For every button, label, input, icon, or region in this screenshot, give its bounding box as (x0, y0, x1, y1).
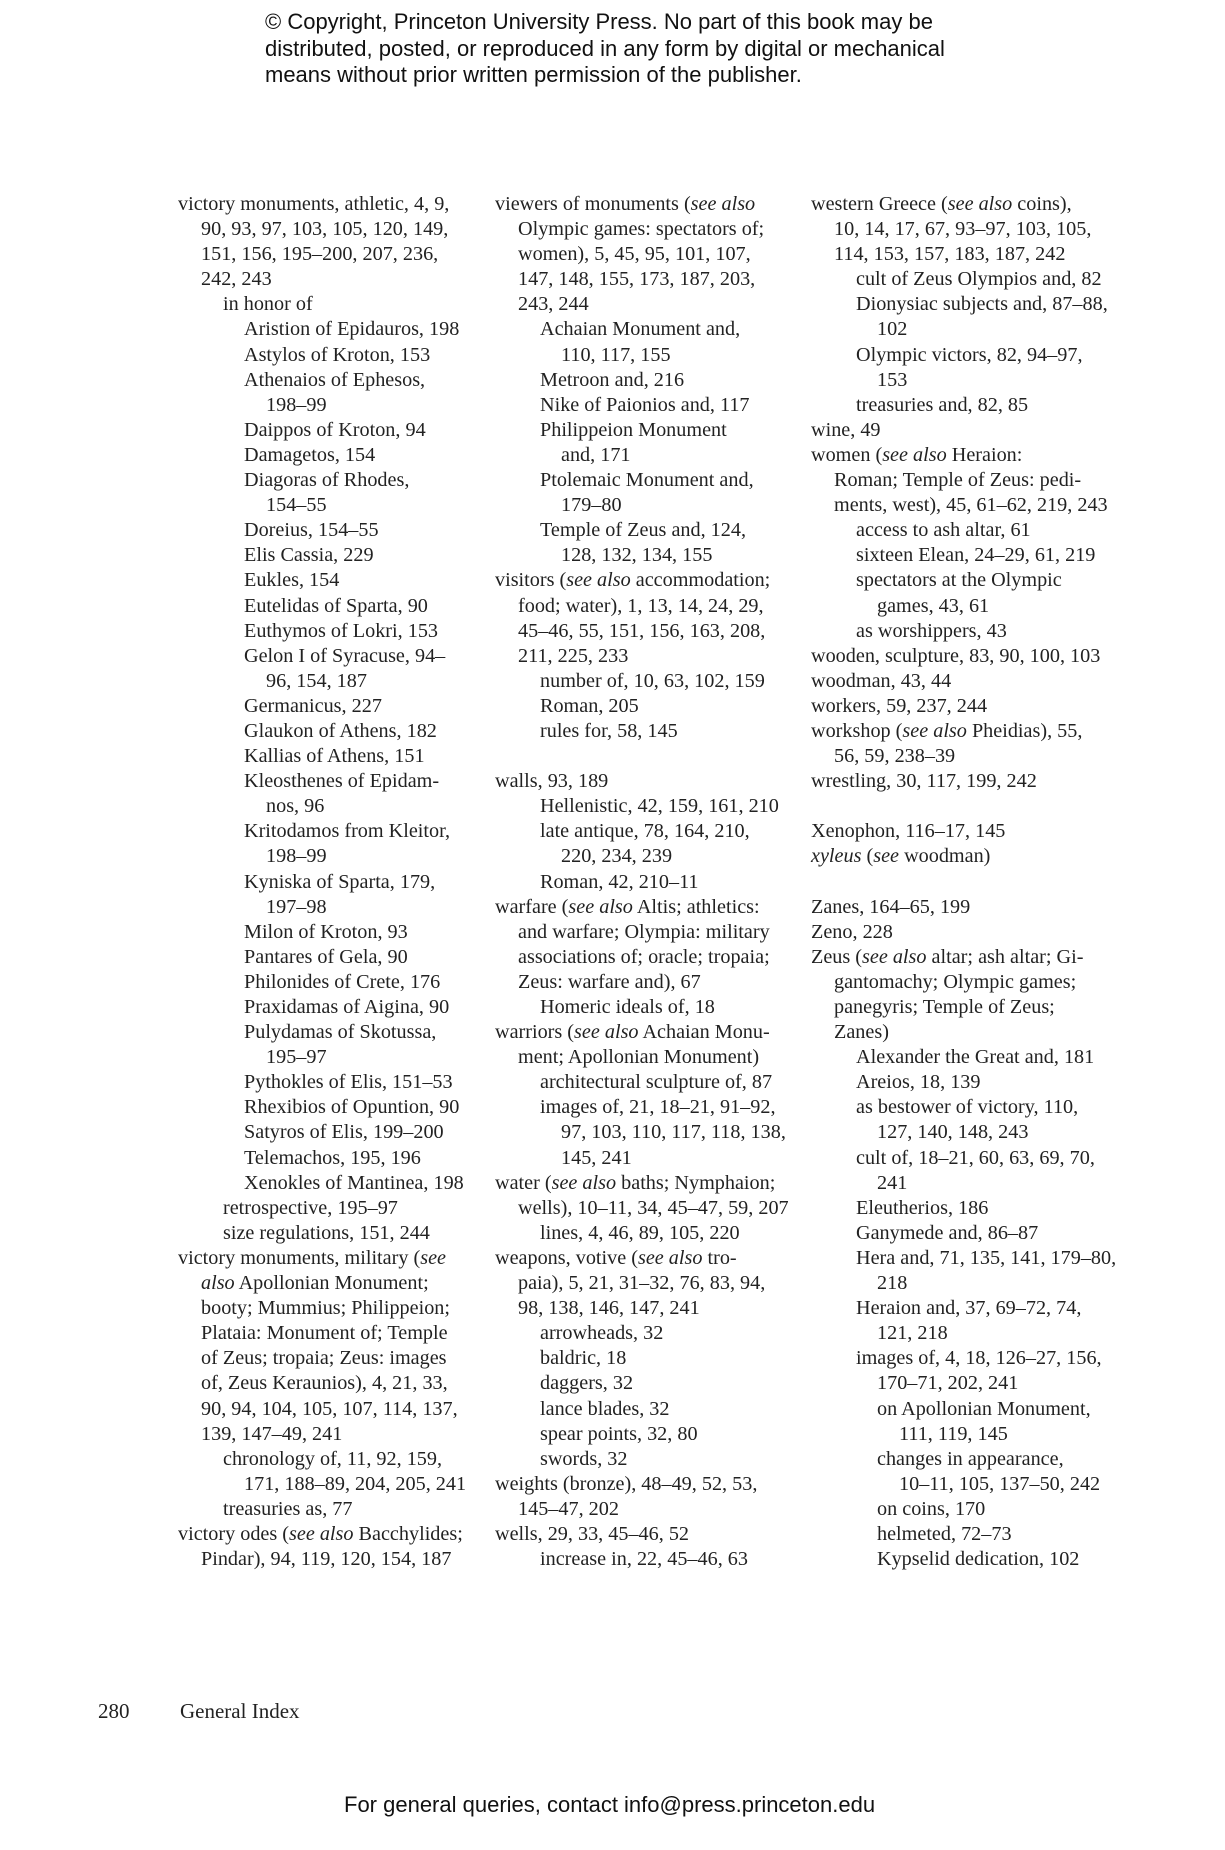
index-line: lance blades, 32 (540, 1397, 670, 1420)
index-line: late antique, 78, 164, 210, (540, 820, 750, 843)
index-line: 114, 153, 157, 183, 187, 242 (834, 243, 1066, 266)
index-line: Astylos of Kroton, 153 (244, 343, 431, 366)
index-line: helmeted, 72–73 (877, 1522, 1012, 1545)
index-line: 154–55 (266, 494, 327, 517)
index-line: as worshippers, 43 (856, 619, 1007, 642)
index-line: images of, 4, 18, 126–27, 156, (856, 1347, 1102, 1370)
index-line: Telemachos, 195, 196 (244, 1146, 421, 1169)
index-line: Temple of Zeus and, 124, (540, 519, 747, 542)
index-line: Praxidamas of Aigina, 90 (244, 996, 450, 1018)
index-line: warfare (see also Altis; athletics: (495, 895, 760, 918)
copyright-line: © Copyright, Princeton University Press. No part of this book may be (265, 9, 933, 34)
index-line: 218 (877, 1272, 908, 1295)
index-line: 121, 218 (877, 1322, 948, 1345)
page-number: 280 (98, 1699, 130, 1723)
index-line: 198–99 (266, 393, 327, 416)
index-line: 153 (877, 368, 908, 391)
index-line: and, 171 (561, 443, 631, 466)
index-line: 97, 103, 110, 117, 118, 138, (561, 1121, 786, 1144)
index-line: 243, 244 (518, 293, 589, 316)
index-line: 45–46, 55, 151, 156, 163, 208, (518, 619, 766, 642)
index-line: 241 (877, 1171, 908, 1194)
index-line: wells, 29, 33, 45–46, 52 (495, 1522, 690, 1545)
index-line: changes in appearance, (877, 1447, 1064, 1470)
index-line: 197–98 (266, 895, 327, 918)
index-line: treasuries as, 77 (223, 1497, 353, 1520)
index-line: Zeus (see also altar; ash altar; Gi- (811, 945, 1084, 968)
index-line: Roman, 205 (540, 694, 639, 717)
index-line: 10–11, 105, 137–50, 242 (899, 1472, 1101, 1495)
index-line: Gelon I of Syracuse, 94– (244, 644, 446, 667)
index-line: panegyris; Temple of Zeus; (834, 996, 1055, 1018)
index-line: 139, 147–49, 241 (201, 1422, 343, 1445)
contact-footer: For general queries, contact info@press.princeton.edu (344, 1792, 876, 1817)
index-line: Pantares of Gela, 90 (244, 945, 408, 968)
index-gap (811, 794, 1141, 819)
index-line: Alexander the Great and, 181 (856, 1046, 1095, 1069)
index-column-left (178, 192, 478, 1572)
index-line: Zeno, 228 (811, 920, 893, 943)
index-line: Damagetos, 154 (244, 443, 376, 466)
index-line: weights (bronze), 48–49, 52, 53, (495, 1472, 758, 1495)
index-line: ments, west), 45, 61–62, 219, 243 (834, 494, 1108, 517)
index-line: 10, 14, 17, 67, 93–97, 103, 105, (834, 218, 1092, 241)
index-line: Hellenistic, 42, 159, 161, 210 (540, 795, 779, 818)
index-line: 242, 243 (201, 268, 272, 291)
index-line: size regulations, 151, 244 (223, 1221, 430, 1244)
index-line: number of, 10, 63, 102, 159 (540, 669, 765, 692)
index-line: workers, 59, 237, 244 (811, 694, 988, 717)
index-line: 56, 59, 238–39 (834, 745, 956, 768)
index-line: booty; Mummius; Philippeion; (201, 1297, 451, 1320)
index-line: viewers of monuments (see also (495, 193, 756, 215)
index-line: Kypselid dedication, 102 (877, 1548, 1080, 1571)
index-line: 171, 188–89, 204, 205, 241 (244, 1472, 467, 1495)
index-line: Ganymede and, 86–87 (856, 1221, 1039, 1244)
index-line: women (see also Heraion: (811, 443, 1023, 466)
index-line: Plataia: Monument of; Temple (201, 1322, 448, 1345)
index-line: Nike of Paionios and, 117 (540, 393, 750, 416)
index-line: weapons, votive (see also tro- (495, 1246, 737, 1269)
index-line: wooden, sculpture, 83, 90, 100, 103 (811, 644, 1101, 667)
copyright-line: distributed, posted, or reproduced in any form by digital or mechanical (265, 35, 945, 61)
index-line: cult of Zeus Olympios and, 82 (856, 268, 1102, 291)
running-footer-title: General Index (180, 1699, 300, 1723)
index-line: in honor of (223, 293, 313, 316)
index-line: xyleus (see woodman) (811, 845, 991, 868)
index-line: 195–97 (266, 1046, 327, 1069)
index-line: arrowheads, 32 (540, 1322, 664, 1345)
index-line: Zeus: warfare and), 67 (518, 970, 701, 993)
index-line: of, Zeus Keraunios), 4, 21, 33, (201, 1372, 448, 1395)
index-line: Ptolemaic Monument and, (540, 469, 754, 492)
index-line: Euthymos of Lokri, 153 (244, 619, 439, 642)
index-line: daggers, 32 (540, 1372, 634, 1395)
index-line: victory monuments, athletic, 4, 9, (178, 193, 450, 215)
index-line: walls, 93, 189 (495, 770, 609, 793)
index-line: Hera and, 71, 135, 141, 179–80, (856, 1246, 1117, 1269)
index-line: Rhexibios of Opuntion, 90 (244, 1096, 460, 1119)
index-line: 151, 156, 195–200, 207, 236, (201, 243, 439, 266)
index-line: Kyniska of Sparta, 179, (244, 870, 436, 893)
index-line: also Apollonian Monument; (201, 1272, 429, 1295)
index-line: on Apollonian Monument, (877, 1397, 1091, 1420)
index-line: 98, 138, 146, 147, 241 (518, 1297, 700, 1320)
index-line: 111, 119, 145 (899, 1422, 1008, 1445)
index-line: food; water), 1, 13, 14, 24, 29, (518, 594, 764, 617)
index-line: Pindar), 94, 119, 120, 154, 187 (201, 1548, 452, 1571)
index-line: 145–47, 202 (518, 1497, 619, 1520)
index-line: Germanicus, 227 (244, 694, 382, 717)
index-line: 179–80 (561, 494, 622, 517)
index-line: warriors (see also Achaian Monu- (495, 1021, 770, 1044)
index-line: Diagoras of Rhodes, (244, 469, 410, 492)
index-line: victory monuments, military (see (178, 1246, 446, 1269)
index-line: associations of; oracle; tropaia; (518, 945, 770, 968)
index-line: paia), 5, 21, 31–32, 76, 83, 94, (518, 1272, 766, 1295)
index-line: 127, 140, 148, 243 (877, 1121, 1029, 1144)
index-line: Satyros of Elis, 199–200 (244, 1121, 444, 1144)
index-line: cult of, 18–21, 60, 63, 69, 70, (856, 1146, 1095, 1169)
index-line: chronology of, 11, 92, 159, (223, 1447, 443, 1470)
index-line: Roman; Temple of Zeus: pedi- (834, 469, 1082, 492)
index-line: sixteen Elean, 24–29, 61, 219 (856, 544, 1096, 567)
index-line: 90, 94, 104, 105, 107, 114, 137, (201, 1397, 458, 1420)
index-line: Xenokles of Mantinea, 198 (244, 1171, 464, 1194)
index-gap (495, 744, 805, 769)
index-line: Doreius, 154–55 (244, 519, 379, 542)
index-line: woodman, 43, 44 (811, 669, 952, 692)
index-line: 96, 154, 187 (266, 669, 367, 692)
index-line: 211, 225, 233 (518, 644, 629, 667)
index-line: Heraion and, 37, 69–72, 74, (856, 1297, 1082, 1320)
index-line: images of, 21, 18–21, 91–92, (540, 1096, 776, 1119)
index-column-middle (495, 192, 805, 1572)
index-line: 198–99 (266, 845, 327, 868)
index-line: wine, 49 (811, 418, 881, 441)
index-line: western Greece (see also coins), (811, 193, 1072, 215)
index-line: spear points, 32, 80 (540, 1422, 698, 1445)
index-line: Aristion of Epidauros, 198 (244, 318, 460, 341)
index-line: 110, 117, 155 (561, 343, 671, 366)
index-line: workshop (see also Pheidias), 55, (811, 719, 1083, 742)
index-line: Philonides of Crete, 176 (244, 970, 441, 993)
index-line: ment; Apollonian Monument) (518, 1046, 760, 1069)
index-line: Elis Cassia, 229 (244, 544, 374, 567)
index-line: 102 (877, 318, 908, 341)
index-line: Pulydamas of Skotussa, (244, 1021, 437, 1044)
index-line: Kallias of Athens, 151 (244, 745, 425, 768)
index-line: Eukles, 154 (244, 569, 340, 592)
index-line: nos, 96 (266, 795, 325, 818)
index-line: Olympic games: spectators of; (518, 218, 765, 241)
index-line: Pythokles of Elis, 151–53 (244, 1071, 453, 1094)
index-line: on coins, 170 (877, 1497, 986, 1520)
index-line: Zanes, 164–65, 199 (811, 895, 971, 918)
index-line: 170–71, 202, 241 (877, 1372, 1019, 1395)
index-line: Homeric ideals of, 18 (540, 996, 715, 1018)
index-line: Kleosthenes of Epidam- (244, 770, 440, 793)
index-line: 145, 241 (561, 1146, 632, 1169)
index-line: baldric, 18 (540, 1347, 627, 1370)
index-line: 90, 93, 97, 103, 105, 120, 149, (201, 218, 449, 241)
index-column-right (811, 192, 1141, 1572)
index-line: retrospective, 195–97 (223, 1196, 398, 1219)
index-line: 220, 234, 239 (561, 845, 673, 868)
index-line: Roman, 42, 210–11 (540, 870, 699, 893)
index-line: victory odes (see also Bacchylides; (178, 1522, 463, 1545)
index-line: Eutelidas of Sparta, 90 (244, 594, 428, 617)
index-line: Milon of Kroton, 93 (244, 920, 408, 943)
index-line: access to ash altar, 61 (856, 519, 1031, 542)
index-line: wrestling, 30, 117, 199, 242 (811, 770, 1037, 793)
index-line: increase in, 22, 45–46, 63 (540, 1548, 748, 1571)
index-line: Daippos of Kroton, 94 (244, 418, 426, 441)
index-line: wells), 10–11, 34, 45–47, 59, 207 (518, 1196, 789, 1219)
index-line: spectators at the Olympic (856, 569, 1062, 592)
copyright-line: means without prior written permission of the publisher. (265, 62, 802, 87)
index-line: Zanes) (834, 1021, 889, 1044)
index-line: rules for, 58, 145 (540, 719, 678, 742)
index-line: 128, 132, 134, 155 (561, 544, 713, 567)
index-line: of Zeus; tropaia; Zeus: images (201, 1347, 447, 1370)
index-line: architectural sculpture of, 87 (540, 1071, 773, 1094)
index-line: 147, 148, 155, 173, 187, 203, (518, 268, 756, 291)
index-line: Areios, 18, 139 (856, 1071, 981, 1094)
index-line: and warfare; Olympia: military (518, 920, 770, 943)
index-line: visitors (see also accommodation; (495, 569, 771, 592)
index-line: Dionysiac subjects and, 87–88, (856, 293, 1108, 316)
index-line: Xenophon, 116–17, 145 (811, 820, 1006, 843)
index-line: gantomachy; Olympic games; (834, 970, 1077, 993)
index-line: Glaukon of Athens, 182 (244, 719, 437, 742)
index-line: Eleutherios, 186 (856, 1196, 989, 1219)
index-line: Athenaios of Ephesos, (244, 368, 426, 391)
index-line: lines, 4, 46, 89, 105, 220 (540, 1221, 740, 1244)
index-line: Achaian Monument and, (540, 318, 741, 341)
copyright-notice (265, 9, 1025, 89)
index-line: women), 5, 45, 95, 101, 107, (518, 243, 751, 266)
index-line: Olympic victors, 82, 94–97, (856, 343, 1083, 366)
index-line: games, 43, 61 (877, 594, 990, 617)
index-line: water (see also baths; Nymphaion; (495, 1171, 776, 1194)
index-line: treasuries and, 82, 85 (856, 393, 1029, 416)
index-line: as bestower of victory, 110, (856, 1096, 1079, 1119)
index-gap (811, 870, 1141, 895)
index-line: Kritodamos from Kleitor, (244, 820, 451, 843)
index-line: swords, 32 (540, 1447, 628, 1470)
index-line: Metroon and, 216 (540, 368, 685, 391)
index-line: Philippeion Monument (540, 418, 727, 441)
